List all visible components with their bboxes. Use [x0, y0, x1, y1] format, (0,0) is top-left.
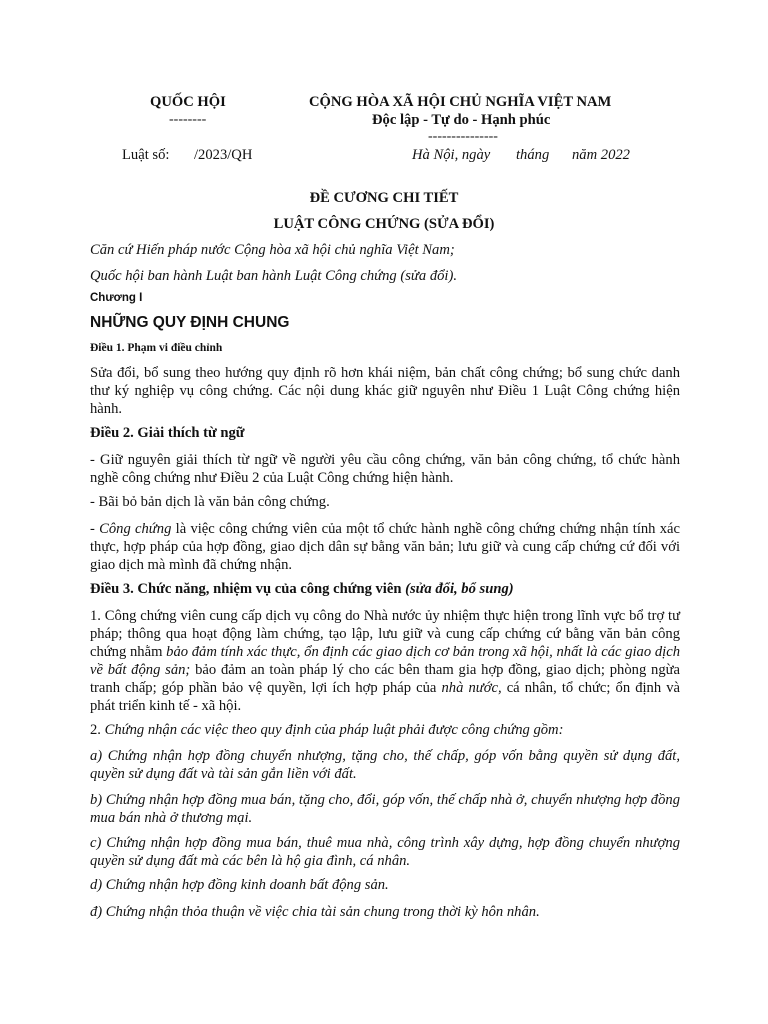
date-year: năm 2022 — [572, 147, 630, 163]
article-2-text-1: - Giữ nguyên giải thích từ ngữ về người yêu cầu công chứng, văn bản công chứng, tổ chức hành nghề công chứng như Điều 2 của Luật Công chứng hiện hành. — [90, 452, 680, 486]
clause-item-c — [90, 834, 680, 870]
law-number-label: Luật số: — [122, 147, 170, 163]
item-a-text: a) Chứng nhận hợp đồng chuyển nhượng, tặng cho, thế chấp, góp vốn bằng quyền sử dụng đất, quyền sử dụng đất và tài sản gắn liền với đất. — [90, 748, 680, 782]
clause-item-d: d) Chứng nhận hợp đồng kinh doanh bất động sản. — [90, 877, 389, 893]
term-cong-chung: Công chứng — [99, 521, 172, 537]
item-b-text: b) Chứng nhận hợp đồng mua bán, tặng cho, đổi, góp vốn, thế chấp nhà ở, chuyển nhượng hợp đồng mua bán nhà ở thương mại. — [90, 792, 680, 826]
law-title: LUẬT CÔNG CHỨNG (SỬA ĐỔI) — [273, 216, 495, 232]
text-run-italic: nhà nước, — [441, 680, 502, 696]
article-2-text-3 — [90, 520, 680, 574]
place-date: Hà Nội, ngày — [412, 147, 491, 163]
chapter-name: NHỮNG QUY ĐỊNH CHUNG — [90, 314, 290, 331]
law-number-value: /2023/QH — [194, 147, 253, 163]
article-1-text: Sửa đổi, bổ sung theo hướng quy định rõ hơn khái niệm, bản chất công chứng; bổ sung chức danh thư ký nghiệp vụ công chứng. Các nội dung khác giữ nguyên như Điều 1 Luật Công chứng hiện hành. — [90, 365, 680, 417]
article-2-text-2: - Bãi bỏ bản dịch là văn bản công chứng. — [90, 494, 330, 510]
nation-title: CỘNG HÒA XÃ HỘI CHỦ NGHĨA VIỆT NAM — [309, 94, 612, 110]
text-run-italic: bảo đảm tính xác thực, ổn định các giao dịch cơ bản trong xã hội, nhất là các giao dịch về bất động sản; — [90, 644, 680, 678]
clause-item-a — [90, 747, 680, 783]
date-month: tháng — [516, 147, 550, 163]
preamble-enactment: Quốc hội ban hành Luật ban hành Luật Công chứng (sửa đổi). — [90, 268, 457, 284]
document-title: ĐỀ CƯƠNG CHI TIẾT — [309, 190, 459, 206]
article-3-note: (sửa đổi, bổ sung) — [405, 581, 514, 597]
clause-item-dd: đ) Chứng nhận thỏa thuận về việc chia tài sản chung trong thời kỳ hôn nhân. — [90, 904, 540, 920]
issuer-name: QUỐC HỘI — [150, 94, 226, 110]
motto: Độc lập - Tự do - Hạnh phúc — [372, 112, 551, 128]
article-2-para-3 — [90, 520, 680, 574]
article-3-para-1 — [90, 607, 680, 715]
article-3-text-2 — [90, 722, 563, 739]
text-run: cá nhân, tổ chức; ổn định và phát triển kinh tế - xã hội. — [90, 680, 680, 714]
clause-item-b — [90, 791, 680, 827]
clause-number: 2. — [90, 722, 105, 738]
motto-rule: --------------- — [428, 129, 498, 144]
article-3-heading: Điều 3. Chức năng, nhiệm vụ của công chứng viên — [90, 581, 402, 597]
article-2-heading: Điều 2. Giải thích từ ngữ — [90, 425, 245, 441]
text-run: 1. Công chứng viên cung cấp dịch vụ công do Nhà nước ủy nhiệm thực hiện trong lĩnh vực bổ trợ tư pháp; thông qua hoạt động làm chứng, tạo lập, lưu giữ và cung cấp chứng cứ bằng văn bản công chứng nhằm — [90, 608, 680, 660]
dash: - — [90, 521, 100, 537]
article-1-heading: Điều 1. Phạm vi điều chỉnh — [90, 342, 223, 354]
article-2-para-1 — [90, 451, 680, 487]
article-1-body — [90, 364, 680, 418]
item-c-text: c) Chứng nhận hợp đồng mua bán, thuê mua nhà, công trình xây dựng, hợp đồng chuyển nhượng quyền sử dụng đất mà các bên là hộ gia đình, cá nhân. — [90, 835, 680, 869]
article-3-heading-line — [90, 581, 514, 598]
preamble-basis: Căn cứ Hiến pháp nước Cộng hòa xã hội chủ nghĩa Việt Nam; — [90, 242, 455, 258]
chapter-label: Chương I — [90, 292, 143, 304]
issuer-rule: -------- — [169, 112, 207, 127]
clause-text: Chứng nhận các việc theo quy định của pháp luật phải được công chứng gồm: — [104, 722, 564, 738]
definition: là việc công chứng viên của một tổ chức hành nghề công chứng chứng nhận tính xác thực, hợp pháp của hợp đồng, giao dịch dân sự bằng văn bản; lưu giữ và cung cấp chứng cứ đối với giao dịch mà mình đã chứng nhận. — [90, 521, 680, 573]
text-run: bảo đảm an toàn pháp lý cho các bên tham gia hợp đồng, giao dịch; phòng ngừa tranh chấp; góp phần bảo vệ quyền, lợi ích hợp pháp của — [90, 662, 681, 696]
article-3-text-1 — [90, 607, 680, 715]
